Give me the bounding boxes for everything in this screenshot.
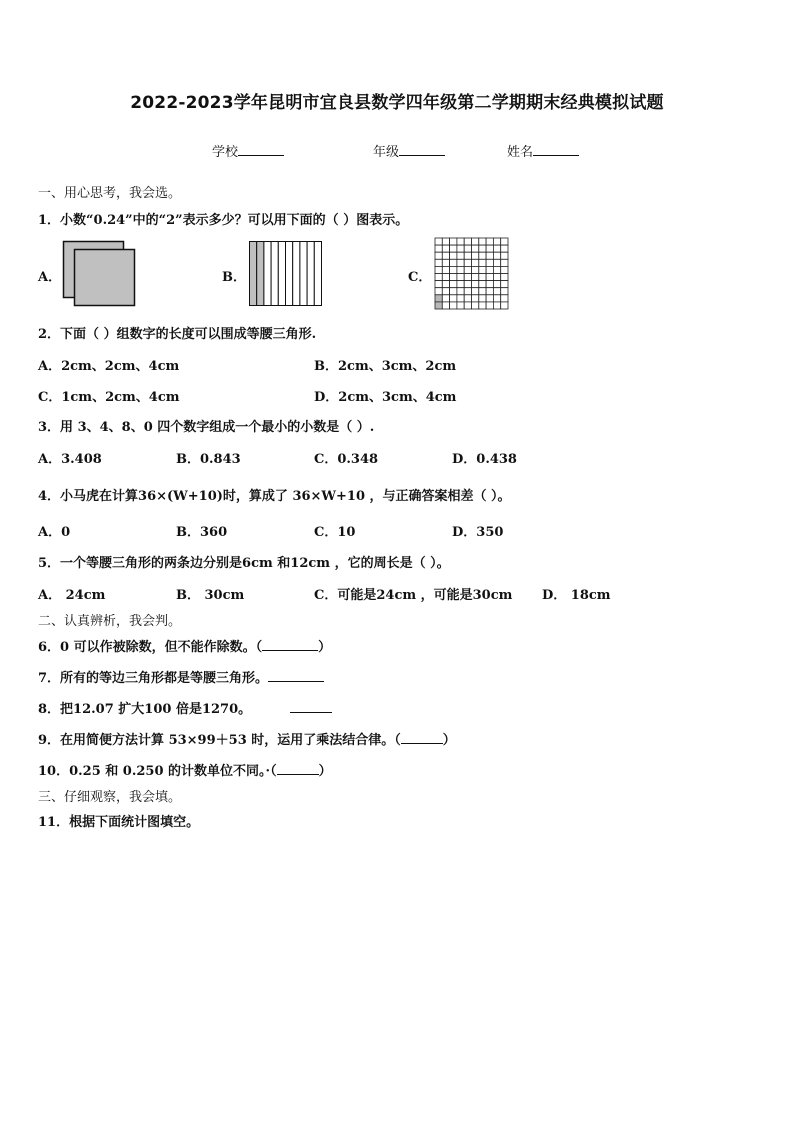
grid-cell — [457, 288, 464, 295]
grid-cell — [486, 281, 493, 288]
grid-cell — [472, 274, 479, 281]
grid-cell — [472, 252, 479, 259]
q10-line — [38, 760, 332, 779]
section-3-heading: 三、仔细观察，我会填。 — [38, 790, 182, 805]
school-field — [212, 141, 284, 160]
grade-label: 年级 — [373, 145, 400, 160]
grid-cell — [501, 245, 508, 252]
q3-option-a[interactable]: A．3.408 — [38, 452, 102, 467]
q1-option-a-label: A． — [38, 270, 62, 285]
grid-cell — [479, 288, 486, 295]
q7-answer-blank[interactable] — [268, 669, 324, 682]
grid-cell — [493, 238, 500, 245]
grid-cell — [457, 266, 464, 273]
q5-option-d[interactable]: D． 18cm — [542, 588, 611, 603]
grid-cell — [486, 259, 493, 266]
grid-cell — [464, 245, 471, 252]
grid-cell — [450, 259, 457, 266]
q1-figure-c — [434, 237, 510, 311]
page-title: 2022-2023学年昆明市宜良县数学四年级第二学期期末经典模拟试题 — [130, 93, 664, 113]
grid-cell — [472, 245, 479, 252]
grid-cell — [442, 288, 449, 295]
q2-stem: 2．下面（ ）组数字的长度可以围成等腰三角形. — [38, 327, 317, 342]
strip — [271, 242, 278, 306]
q2-option-c[interactable]: C．1cm、2cm、4cm — [38, 390, 180, 405]
q2-option-b[interactable]: B．2cm、3cm、2cm — [314, 359, 457, 374]
grid-cell — [479, 245, 486, 252]
grid-cell — [450, 302, 457, 309]
grid-cell — [501, 295, 508, 302]
name-field — [507, 141, 579, 160]
section-1-heading: 一、用心思考，我会选。 — [38, 186, 182, 201]
grid-cell — [435, 245, 442, 252]
grid-cell — [501, 259, 508, 266]
grid-cell — [501, 302, 508, 309]
grid-cell — [442, 259, 449, 266]
grid-cell — [479, 295, 486, 302]
grid-cell — [479, 274, 486, 281]
q9-answer-blank[interactable] — [401, 731, 443, 744]
grid-cell — [486, 288, 493, 295]
strip — [300, 242, 307, 306]
grid-cell — [501, 266, 508, 273]
grid-cell — [472, 295, 479, 302]
grid-cell — [493, 302, 500, 309]
q4-stem: 4．小马虎在计算36×(W+10)时，算成了 36×W+10 ，与正确答案相差（ ）。 — [38, 489, 511, 504]
grid-cell — [442, 302, 449, 309]
grid-cell — [493, 274, 500, 281]
q3-option-d[interactable]: D．0.438 — [452, 452, 517, 467]
grid-cell — [450, 245, 457, 252]
grid-cell — [450, 281, 457, 288]
school-blank[interactable] — [238, 143, 284, 156]
q5-option-a[interactable]: A． 24cm — [38, 588, 106, 603]
q10-answer-blank[interactable] — [277, 762, 319, 775]
strip — [307, 242, 314, 306]
q7-line — [38, 667, 324, 686]
grid-cell — [457, 252, 464, 259]
strip — [250, 242, 257, 306]
q2-option-a[interactable]: A．2cm、2cm、4cm — [38, 359, 180, 374]
grid-cell — [450, 252, 457, 259]
section-2-heading: 二、认真辨析，我会判。 — [38, 614, 182, 629]
q5-stem: 5．一个等腰三角形的两条边分别是6cm 和12cm ，它的周长是（ ）。 — [38, 556, 450, 571]
grid-cell — [493, 245, 500, 252]
grid-cell — [435, 274, 442, 281]
grid-cell — [435, 252, 442, 259]
grid-cell — [486, 238, 493, 245]
grid-cell — [464, 259, 471, 266]
grid-cell — [472, 281, 479, 288]
q2-option-d[interactable]: D．2cm、3cm、4cm — [314, 390, 457, 405]
q6-line — [38, 636, 331, 655]
grid-cell — [450, 238, 457, 245]
q1-option-c-label: C． — [408, 270, 432, 285]
grid-cell — [442, 281, 449, 288]
q5-option-c[interactable]: C．可能是24cm ，可能是30cm — [314, 588, 513, 603]
q6-stem: 6．0 可以作被除数，但不能作除数。（ — [38, 640, 263, 655]
grid-cell — [442, 245, 449, 252]
grid-cell — [457, 274, 464, 281]
q4-option-d[interactable]: D．350 — [452, 525, 504, 540]
q3-option-b[interactable]: B．0.843 — [176, 452, 241, 467]
grid-cell — [435, 238, 442, 245]
q8-stem: 8．把12.07 扩大100 倍是1270。 — [38, 702, 252, 717]
grid-cell — [435, 295, 442, 302]
grid-cell — [472, 238, 479, 245]
grid-cell — [486, 302, 493, 309]
strip — [264, 242, 271, 306]
strip — [278, 242, 285, 306]
q4-option-b[interactable]: B．360 — [176, 525, 228, 540]
grid-cell — [442, 274, 449, 281]
grid-cell — [435, 302, 442, 309]
q6-end: ） — [318, 640, 332, 655]
grid-cell — [442, 295, 449, 302]
q1-stem: 1．小数“0.24”中的“2”表示多少？可以用下面的（ ）图表示。 — [38, 213, 409, 228]
grid-cell — [464, 288, 471, 295]
grid-cell — [479, 238, 486, 245]
grid-cell — [435, 281, 442, 288]
grid-cell — [479, 259, 486, 266]
q9-end: ） — [442, 733, 456, 748]
name-blank[interactable] — [533, 143, 579, 156]
grid-cell — [486, 252, 493, 259]
strip — [286, 242, 293, 306]
grade-blank[interactable] — [399, 143, 445, 156]
q3-stem: 3．用 3、4、8、0 四个数字组成一个最小的小数是（ ）. — [38, 420, 375, 435]
grid-cell — [450, 288, 457, 295]
grid-cell — [493, 288, 500, 295]
q6-answer-blank[interactable] — [262, 638, 318, 651]
grid-cell — [479, 281, 486, 288]
q10-end: ） — [318, 764, 332, 779]
grid-cell — [457, 295, 464, 302]
grid-cell — [457, 281, 464, 288]
grid-cell — [450, 295, 457, 302]
grid-cell — [457, 259, 464, 266]
school-label: 学校 — [212, 145, 239, 160]
q7-stem: 7．所有的等边三角形都是等腰三角形。 — [38, 671, 269, 686]
grid-cell — [486, 245, 493, 252]
grid-cell — [464, 295, 471, 302]
grid-cell — [486, 274, 493, 281]
grid-cell — [472, 259, 479, 266]
q9-stem: 9．在用简便方法计算 53×99＋53 时，运用了乘法结合律。（ — [38, 733, 401, 748]
q8-answer-blank[interactable] — [290, 700, 332, 713]
grid-cell — [472, 288, 479, 295]
grid-cell — [501, 274, 508, 281]
grid-cell — [435, 288, 442, 295]
grid-cell — [457, 238, 464, 245]
grid-cell — [442, 238, 449, 245]
q1-figure-a — [62, 240, 138, 308]
q1-option-b-label: B． — [222, 270, 246, 285]
grid-cell — [479, 252, 486, 259]
q4-option-a[interactable]: A．0 — [38, 525, 71, 540]
q3-option-c[interactable]: C．0.348 — [314, 452, 379, 467]
grid-cell — [472, 266, 479, 273]
grid-cell — [464, 274, 471, 281]
grid-cell — [479, 302, 486, 309]
grid-cell — [464, 281, 471, 288]
grid-cell — [493, 259, 500, 266]
grid-cell — [442, 266, 449, 273]
q1-figure-b — [248, 240, 324, 308]
strip — [257, 242, 264, 306]
q11-stem: 11．根据下面统计图填空。 — [38, 815, 200, 830]
grid-cell — [464, 252, 471, 259]
grid-cell — [486, 266, 493, 273]
q4-option-c[interactable]: C．10 — [314, 525, 356, 540]
grid-cell — [464, 238, 471, 245]
grid-cell — [472, 302, 479, 309]
name-label: 姓名 — [507, 145, 534, 160]
grid-cell — [493, 252, 500, 259]
grid-cell — [435, 259, 442, 266]
grid-cell — [479, 266, 486, 273]
grade-field — [373, 141, 445, 160]
q5-option-b[interactable]: B． 30cm — [176, 588, 245, 603]
grid-cell — [501, 288, 508, 295]
grid-cell — [493, 281, 500, 288]
grid-cell — [457, 245, 464, 252]
grid-cell — [435, 266, 442, 273]
grid-cell — [501, 281, 508, 288]
q10-stem: 10．0.25 和 0.250 的计数单位不同。·（ — [38, 764, 277, 779]
grid-cell — [457, 302, 464, 309]
q9-line — [38, 729, 456, 748]
grid-cell — [501, 238, 508, 245]
grid-cell — [464, 302, 471, 309]
grid-cell — [486, 295, 493, 302]
grid-cell — [493, 266, 500, 273]
grid-cell — [450, 266, 457, 273]
grid-cell — [450, 274, 457, 281]
grid-cell — [464, 266, 471, 273]
grid-cell — [442, 252, 449, 259]
grid-cell — [501, 252, 508, 259]
strip — [314, 242, 321, 306]
strip — [293, 242, 300, 306]
grid-cell — [493, 295, 500, 302]
